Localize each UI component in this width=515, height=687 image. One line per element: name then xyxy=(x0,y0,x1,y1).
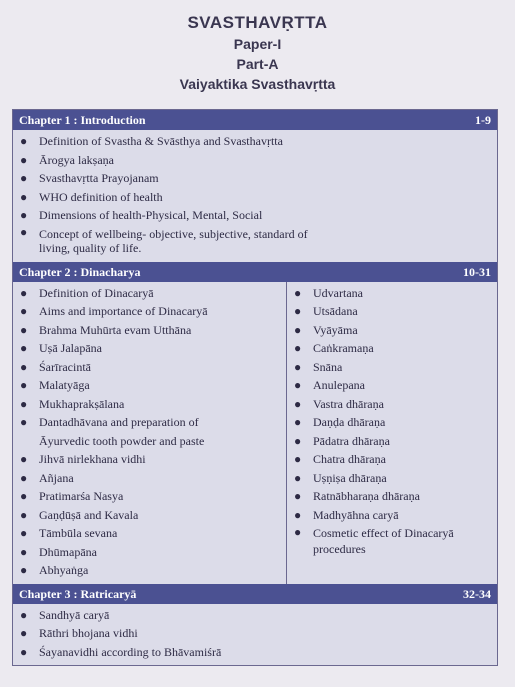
bullet-icon: ● xyxy=(20,507,28,522)
chapter-1-header xyxy=(13,110,497,130)
bullet-icon: ● xyxy=(20,489,28,503)
list-item: ● Udvartana xyxy=(287,284,497,303)
chapter-2-title: Chapter 2 : Dinacharya xyxy=(19,264,141,279)
chapter-2-header xyxy=(13,262,497,282)
list-item: ● Definition of Dinacaryā xyxy=(13,284,286,303)
bullet-icon: ● xyxy=(294,489,302,503)
bullet-icon: ● xyxy=(20,526,28,540)
list-item: Āyurvedic tooth powder and paste xyxy=(39,433,205,448)
bullet-icon: ● xyxy=(20,224,28,239)
list-item: ● WHO definition of health xyxy=(13,188,497,207)
chapter-2-right-column xyxy=(287,282,497,584)
list-item: ● Uṣṇiṣa dhāraṇa xyxy=(287,469,497,488)
bullet-icon: ● xyxy=(20,208,28,222)
bullet-icon: ● xyxy=(294,452,302,466)
list-item: ● Rāthri bhojana vidhi xyxy=(13,624,497,643)
bullet-icon: ● xyxy=(294,507,302,522)
chapter-1-title: Chapter 1 : Introduction xyxy=(19,113,146,127)
paper-label: Paper-I xyxy=(233,36,282,52)
bullet-icon: ● xyxy=(20,544,28,559)
bullet-icon: ● xyxy=(294,415,302,429)
bullet-icon: ● xyxy=(294,304,302,318)
bullet-icon: ● xyxy=(294,470,302,485)
bullet-icon: ● xyxy=(20,452,28,466)
list-item: ● Abhyaṅga xyxy=(13,561,286,580)
list-item: ● Svasthavṛtta Prayojanam xyxy=(13,169,497,188)
list-item: ● Gaṇḍūṣā and Kavala xyxy=(13,506,286,525)
bullet-icon: ● xyxy=(20,171,28,185)
list-item: ● Uṣā Jalapāna xyxy=(13,339,286,358)
list-item: ● Añjana xyxy=(13,469,286,488)
list-item: ● Daṇḍa dhāraṇa xyxy=(287,413,497,432)
chapter-3 xyxy=(13,584,497,666)
list-item: ● Caṅkramaṇa xyxy=(287,339,497,358)
bullet-icon: ● xyxy=(20,563,28,577)
bullet-icon: ● xyxy=(294,433,302,448)
chapter-table xyxy=(12,109,498,666)
bullet-icon: ● xyxy=(20,396,28,411)
bullet-icon: ● xyxy=(20,626,28,640)
chapter-1 xyxy=(13,110,497,262)
bullet-icon: ● xyxy=(20,152,28,167)
list-item: ● Dimensions of health-Physical, Mental, Social xyxy=(13,206,497,225)
list-item: ● Chatra dhāraṇa xyxy=(287,450,497,469)
list-item: ● Utsādana xyxy=(287,302,497,321)
list-item: ● Dhūmapāna xyxy=(13,543,286,562)
list-item: ● Madhyāhna caryā xyxy=(287,506,497,525)
list-item: ● Definition of Svastha & Svāsthya and Svasthavṛtta xyxy=(13,132,497,151)
bullet-icon: ● xyxy=(294,285,302,300)
bullet-icon: ● xyxy=(294,396,302,411)
bullet-icon: ● xyxy=(20,644,28,659)
chapter-3-header xyxy=(13,584,497,604)
bullet-icon: ● xyxy=(20,189,28,204)
part-label: Part-A xyxy=(236,56,279,72)
list-item: ● Jihvā nirlekhana vidhi xyxy=(13,450,286,469)
list-item: ● Anulepana xyxy=(287,376,497,395)
chapter-1-pages: 1-9 xyxy=(475,113,491,127)
bullet-icon: ● xyxy=(20,304,28,318)
list-item: ● Tāmbūla sevana xyxy=(13,524,286,543)
list-item: ● Sandhyā caryā xyxy=(13,606,497,625)
chapter-2-left-column xyxy=(13,282,287,584)
bullet-icon: ● xyxy=(20,341,28,355)
list-item: ● Concept of wellbeing- objective, subjective, standard of living, quality of life. xyxy=(20,224,308,255)
bullet-icon: ● xyxy=(20,322,28,337)
bullet-icon: ● xyxy=(294,322,302,337)
bullet-icon: ● xyxy=(294,359,302,374)
chapter-3-title: Chapter 3 : Ratricaryā xyxy=(19,586,137,601)
list-item: ● Malatyāga xyxy=(13,376,286,395)
main-title: SVASTHAVṚTTA xyxy=(187,13,328,32)
bullet-icon: ● xyxy=(20,470,28,485)
list-item: ● Pādatra dhāraṇa xyxy=(287,432,497,451)
list-item: ● Dantadhāvana and preparation of xyxy=(13,413,286,432)
bullet-icon: ● xyxy=(20,285,28,300)
list-item: ● Cosmetic effect of Dinacaryā procedures xyxy=(294,525,454,556)
bullet-icon: ● xyxy=(20,134,28,148)
list-item: ● Vastra dhāraṇa xyxy=(287,395,497,414)
list-item: ● Śayanavidhi according to Bhāvamiśrā xyxy=(13,643,497,662)
bullet-icon: ● xyxy=(20,415,28,429)
bullet-icon: ● xyxy=(20,378,28,392)
subtitle: Vaiyaktika Svasthavṛtta xyxy=(179,76,336,92)
list-item: ● Ratnābharaṇa dhāraṇa xyxy=(287,487,497,506)
bullet-icon: ● xyxy=(294,341,302,355)
list-item: ● Mukhaprakṣālana xyxy=(13,395,286,414)
list-item: ● Ārogya lakṣaṇa xyxy=(13,151,497,170)
list-item: ● Snāna xyxy=(287,358,497,377)
list-item: ● Brahma Muhūrta evam Utthāna xyxy=(13,321,286,340)
bullet-icon: ● xyxy=(20,607,28,622)
title-block xyxy=(0,12,515,94)
list-item: ● Vyāyāma xyxy=(287,321,497,340)
bullet-icon: ● xyxy=(294,378,302,392)
list-item: ● Pratimarśa Nasya xyxy=(13,487,286,506)
bullet-icon: ● xyxy=(20,359,28,374)
chapter-3-pages: 32-34 xyxy=(463,586,491,601)
chapter-2 xyxy=(13,262,497,584)
list-item: ● Aims and importance of Dinacaryā xyxy=(13,302,286,321)
chapter-2-pages: 10-31 xyxy=(463,264,491,279)
bullet-icon: ● xyxy=(294,525,302,539)
list-item: ● Śarīracintā xyxy=(13,358,286,377)
